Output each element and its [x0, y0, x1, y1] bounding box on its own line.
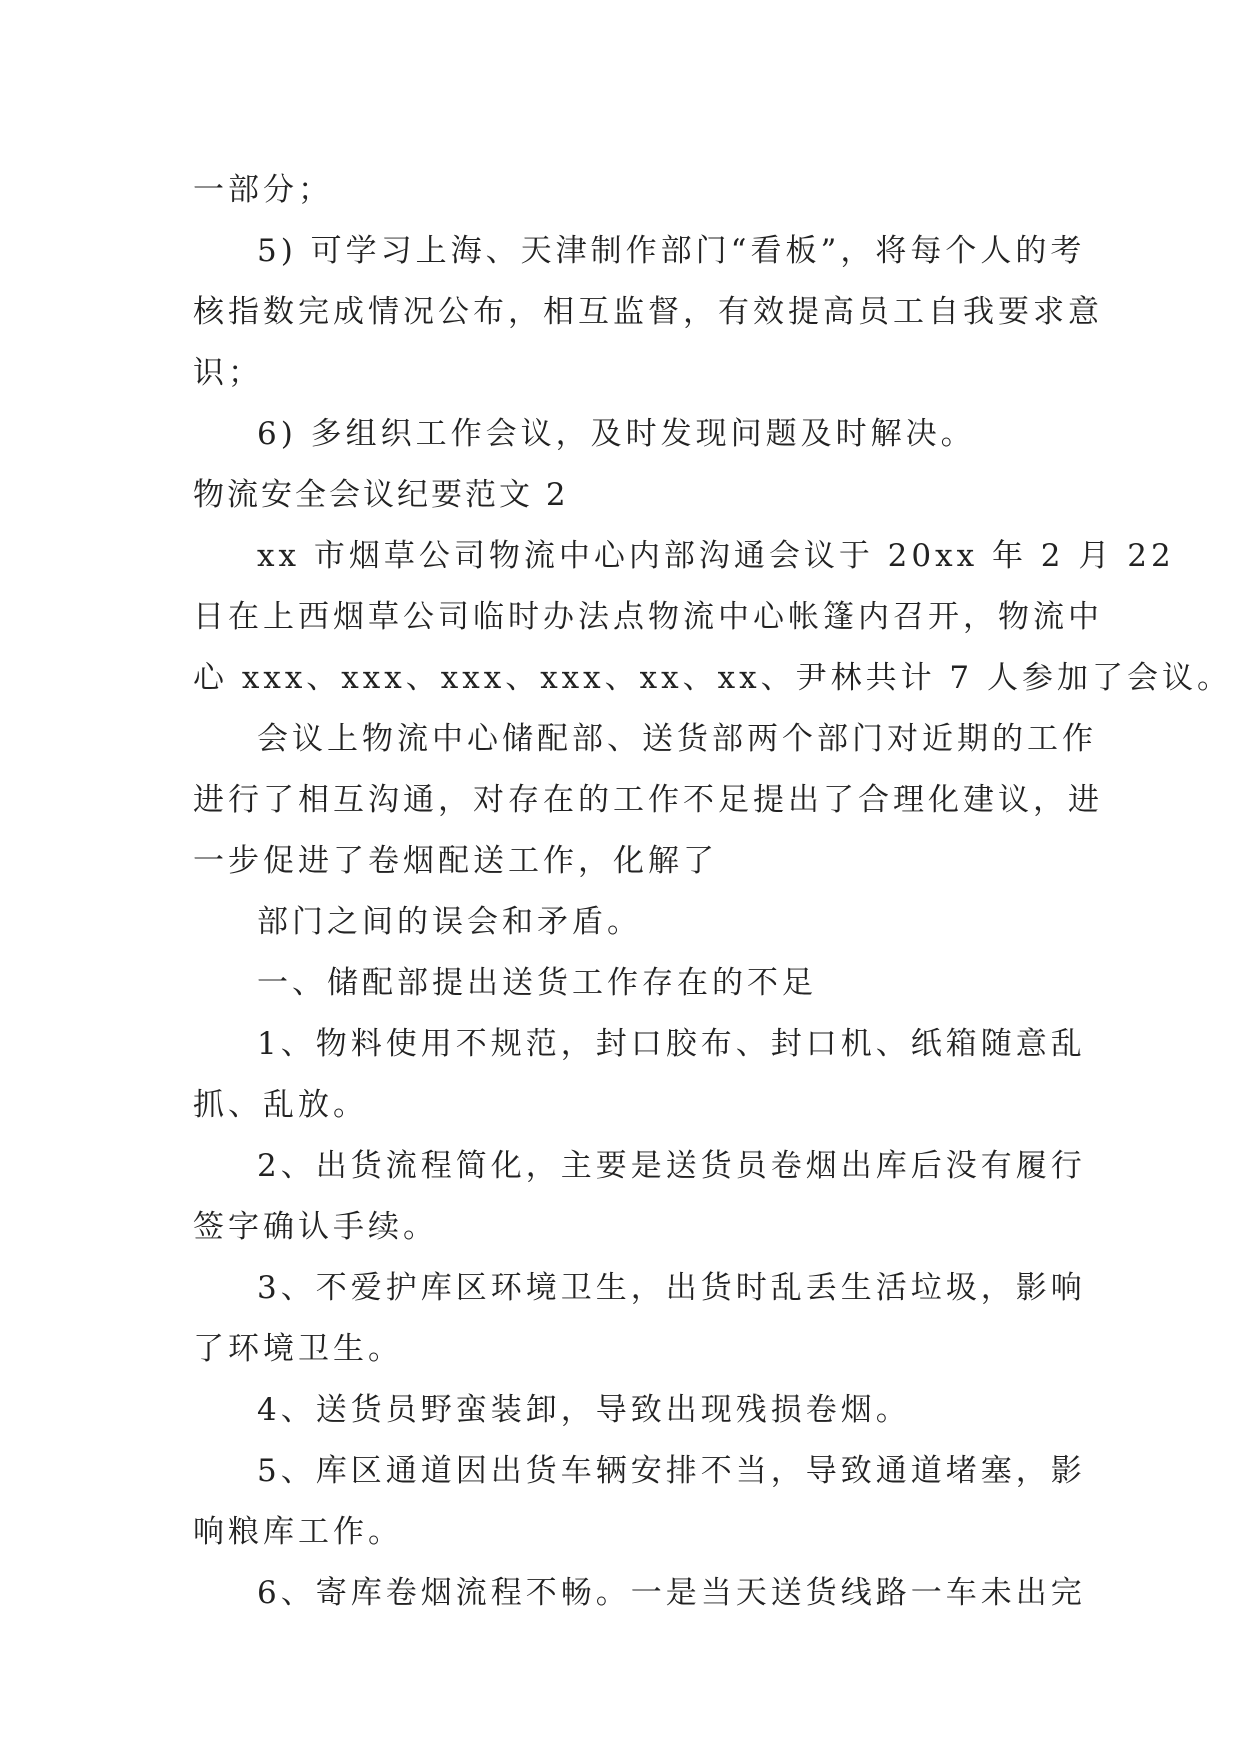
text-line: 识； — [193, 355, 263, 391]
text-line: 一步促进了卷烟配送工作，化解了 — [193, 843, 718, 879]
text-line: xx 市烟草公司物流中心内部沟通会议于 20xx 年 2 月 22 — [257, 538, 1175, 574]
text-line: 响粮库工作。 — [193, 1514, 403, 1550]
document-body — [193, 160, 1233, 1624]
text-line: 日在上西烟草公司临时办法点物流中心帐篷内召开，物流中 — [193, 599, 1103, 635]
text-line: 6、寄库卷烟流程不畅。一是当天送货线路一车未出完 — [257, 1575, 1086, 1611]
text-line: 核指数完成情况公布，相互监督，有效提高员工自我要求意 — [193, 294, 1103, 330]
text-line: 一部分； — [193, 172, 333, 208]
text-line: 2、出货流程简化，主要是送货员卷烟出库后没有履行 — [257, 1148, 1086, 1184]
section-heading: 物流安全会议纪要范文 2 — [193, 477, 569, 513]
text-line: 签字确认手续。 — [193, 1209, 438, 1245]
text-line: 抓、乱放。 — [193, 1087, 368, 1123]
text-line: 会议上物流中心储配部、送货部两个部门对近期的工作 — [257, 721, 1097, 757]
text-line: 6) 多组织工作会议，及时发现问题及时解决。 — [257, 416, 976, 452]
text-line: 心 xxx、xxx、xxx、xxx、xx、xx、尹林共计 7 人参加了会议。 — [193, 660, 1233, 696]
text-line: 部门之间的误会和矛盾。 — [257, 904, 642, 940]
text-line: 3、不爱护库区环境卫生，出货时乱丢生活垃圾，影响 — [257, 1270, 1086, 1306]
text-line: 1、物料使用不规范，封口胶布、封口机、纸箱随意乱 — [257, 1026, 1086, 1062]
text-line: 一、储配部提出送货工作存在的不足 — [257, 965, 817, 1001]
text-line: 5、库区通道因出货车辆安排不当，导致通道堵塞，影 — [257, 1453, 1086, 1489]
text-line: 4、送货员野蛮装卸，导致出现残损卷烟。 — [257, 1392, 911, 1428]
text-line: 了环境卫生。 — [193, 1331, 403, 1367]
text-line: 进行了相互沟通，对存在的工作不足提出了合理化建议，进 — [193, 782, 1103, 818]
text-line: 5) 可学习上海、天津制作部门“看板”，将每个人的考 — [257, 233, 1086, 269]
